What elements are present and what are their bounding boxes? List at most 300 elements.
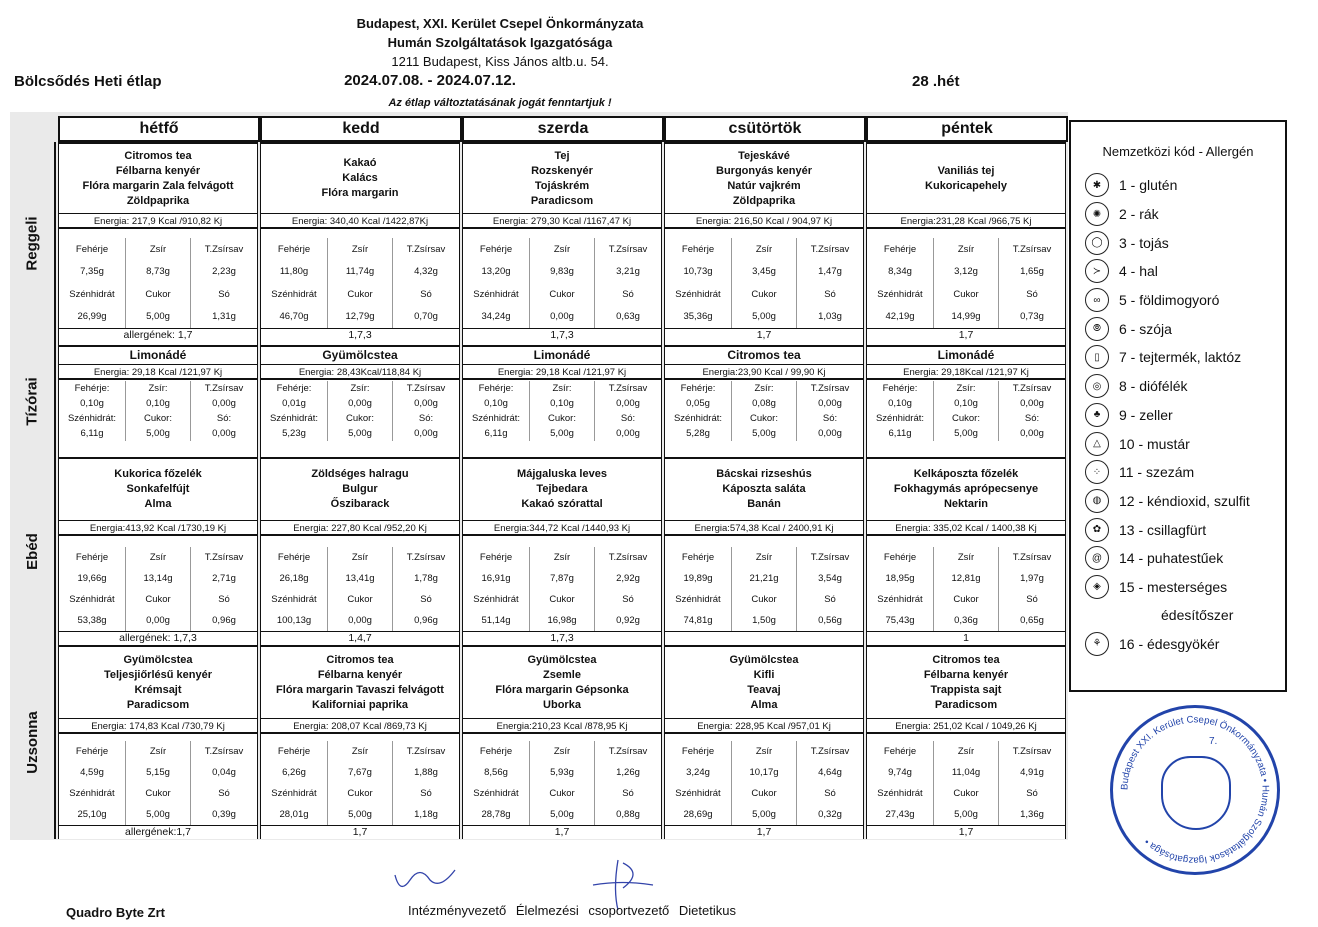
nutrient-label: Zsír xyxy=(755,243,773,255)
nutrient-label: Zsír xyxy=(957,552,975,563)
menu-item: Paradicsom xyxy=(934,698,998,711)
nutrient-value: 100,13g xyxy=(276,615,312,626)
nutrient-value: 5,15g xyxy=(146,767,170,778)
menu-item: Kakaó szórattal xyxy=(521,498,603,510)
nutrient-value: 11,04g xyxy=(951,767,981,778)
nutrient-value: 0,00g xyxy=(550,311,574,323)
nutrient-label: Só xyxy=(824,594,836,605)
nutrient-value: 0,00g xyxy=(616,428,640,439)
legend-item-10 xyxy=(1071,429,1285,458)
nutrient-label: Zsír xyxy=(957,243,975,255)
allergens: 1 xyxy=(867,631,1065,645)
nutrient-value: 0,32g xyxy=(818,809,842,820)
menu-item: Vaniliás tej xyxy=(937,164,995,177)
peanut-icon: ∞ xyxy=(1085,288,1109,312)
menu-items xyxy=(261,142,459,214)
nutrient-label: Szénhidrát xyxy=(877,594,923,605)
nutrient-value: 2,71g xyxy=(212,573,236,584)
nutrient-value: 2,23g xyxy=(212,266,236,278)
energy-value: Energia: 227,80 Kcal /952,20 Kj xyxy=(261,523,459,536)
nutrient-label: Szénhidrát: xyxy=(269,413,319,424)
egg-icon: ◯ xyxy=(1085,231,1109,255)
menu-items xyxy=(665,457,863,521)
allergens xyxy=(665,631,863,645)
day-header-4: péntek xyxy=(866,116,1068,142)
nutrient-value: 74,81g xyxy=(683,615,713,626)
menu-item: Félbarna kenyér xyxy=(923,668,1009,681)
nutrient-label: Só xyxy=(824,788,836,799)
nutrition-table xyxy=(665,238,863,328)
nutrient-label: T.Zsírsav xyxy=(406,243,446,255)
nutrient-value: 53,38g xyxy=(77,615,107,626)
nutrient-label: Szénhidrát xyxy=(69,288,115,300)
nutrition-table xyxy=(59,381,257,441)
menu-item: Fokhagymás aprópecsenye xyxy=(893,483,1039,495)
nutrient-label: Szénhidrát xyxy=(675,594,721,605)
org-line1: Budapest, XXI. Kerület Csepel Önkormányzata xyxy=(356,16,644,31)
menu-items xyxy=(665,345,863,365)
menu-item: Teavaj xyxy=(747,683,781,696)
menu-item: Limonádé xyxy=(533,348,591,362)
legend-item-14 xyxy=(1071,544,1285,573)
nutrient-label: T.Zsírsav xyxy=(204,243,244,255)
nutrient-label: Cukor: xyxy=(144,413,172,424)
menu-items xyxy=(59,645,257,719)
menu-cell xyxy=(58,645,258,839)
menu-items xyxy=(867,345,1065,365)
menu-items xyxy=(463,645,661,719)
nutrition-table xyxy=(665,741,863,825)
legend-item-12 xyxy=(1071,487,1285,516)
nutrient-label: Szénhidrát xyxy=(271,288,317,300)
nutrient-value: 0,00g xyxy=(818,398,842,409)
legend-item-16 xyxy=(1071,629,1285,658)
day-header-3: csütörtök xyxy=(664,116,866,142)
nutrient-value: 0,00g xyxy=(1020,398,1044,409)
nutrient-label: Só xyxy=(1026,788,1038,799)
nutrient-label: Cukor xyxy=(145,788,171,799)
nutrient-value: 1,97g xyxy=(1020,573,1044,584)
nutrient-value: 28,69g xyxy=(683,809,713,820)
legend-text: 9 - zeller xyxy=(1119,406,1173,423)
legend-item-1 xyxy=(1071,171,1285,200)
nutrient-label: Fehérje xyxy=(75,552,109,563)
nutrient-label: T.Zsírsav xyxy=(204,746,244,757)
nutrition-table xyxy=(463,238,661,328)
nutrient-label: Szénhidrát xyxy=(675,288,721,300)
menu-item: Flóra margarin Gépsonka xyxy=(495,683,629,696)
nutrient-label: Zsír xyxy=(755,552,773,563)
menu-items xyxy=(463,142,661,214)
nutrient-value: 1,65g xyxy=(1020,266,1044,278)
nutrient-label: Só: xyxy=(822,413,838,424)
nutrient-label: Zsír: xyxy=(552,383,572,394)
allergen-legend xyxy=(1069,120,1287,692)
nutrient-value: 0,00g xyxy=(414,428,438,439)
legend-item-6 xyxy=(1071,314,1285,343)
nutrient-value: 6,11g xyxy=(80,428,104,439)
nutrient-label: T.Zsírsav xyxy=(406,383,446,394)
nutrient-label: Fehérje xyxy=(277,243,311,255)
nutrient-label: T.Zsírsav xyxy=(204,552,244,563)
nutrient-value: 35,36g xyxy=(683,311,713,323)
menu-item: Gyümölcstea xyxy=(527,653,597,666)
nutrient-label: Cukor xyxy=(953,788,979,799)
nutrient-label: Cukor xyxy=(347,788,373,799)
nutrient-label: Fehérje xyxy=(479,746,513,757)
menu-cell xyxy=(866,142,1066,345)
nutrient-value: 13,41g xyxy=(345,573,375,584)
menu-cell xyxy=(462,457,662,645)
menu-item: Banán xyxy=(747,498,781,510)
nutrient-label: Fehérje xyxy=(883,552,917,563)
nutrient-label: T.Zsírsav xyxy=(1012,552,1052,563)
energy-value: Energia: 28,43Kcal/118,84 Kj xyxy=(261,367,459,380)
week-number: 28 .hét xyxy=(912,73,960,90)
menu-cell xyxy=(866,345,1066,457)
nutrient-label: Cukor xyxy=(751,594,777,605)
nutrient-value: 0,00g xyxy=(348,398,372,409)
menu-items xyxy=(463,457,661,521)
menu-item: Uborka xyxy=(543,698,581,711)
nutrient-label: Só xyxy=(622,288,634,300)
menu-items xyxy=(665,142,863,214)
nutrient-label: Só: xyxy=(620,413,636,424)
menu-item: Paradicsom xyxy=(530,194,594,207)
menu-cell xyxy=(260,457,460,645)
nutrient-value: 28,01g xyxy=(279,809,309,820)
energy-value: Energia: 208,07 Kcal /869,73 Kj xyxy=(261,721,459,734)
menu-item: Paradicsom xyxy=(126,698,190,711)
nutrient-value: 13,14g xyxy=(143,573,173,584)
legend-text: 6 - szója xyxy=(1119,320,1172,337)
menu-item: Limonádé xyxy=(937,348,995,362)
nutrient-label: Fehérje xyxy=(277,746,311,757)
menu-item: Zöldséges halragu xyxy=(311,468,409,480)
nutrition-table xyxy=(261,547,459,631)
nutrient-label: Zsír: xyxy=(148,383,168,394)
nutrient-value: 18,95g xyxy=(885,573,915,584)
nutrient-value: 5,93g xyxy=(550,767,574,778)
nutrient-label: Cukor xyxy=(953,594,979,605)
nutrient-label: Zsír xyxy=(957,746,975,757)
nutrient-label: Só xyxy=(420,594,432,605)
meal-name: Uzsonna xyxy=(23,710,41,774)
menu-item: Natúr vajkrém xyxy=(727,179,801,192)
meal-label-2 xyxy=(10,457,56,645)
menu-cell xyxy=(260,645,460,839)
nutrient-value: 3,24g xyxy=(686,767,710,778)
menu-items xyxy=(59,345,257,365)
nutrient-value: 0,36g xyxy=(954,615,978,626)
nutrient-label: Zsír: xyxy=(956,383,976,394)
legend-text: 2 - rák xyxy=(1119,206,1159,223)
nutrient-label: Szénhidrát: xyxy=(471,413,521,424)
nutrient-label: Só xyxy=(218,594,230,605)
meal-name: Tízórai xyxy=(23,376,41,426)
menu-cell xyxy=(260,142,460,345)
legend-item-5 xyxy=(1071,286,1285,315)
coat-of-arms-icon xyxy=(1161,756,1231,830)
energy-value: Energia: 29,18 Kcal /121,97 Kj xyxy=(59,367,257,380)
soy-icon: ⦾ xyxy=(1085,317,1109,341)
nutrient-value: 7,87g xyxy=(550,573,574,584)
menu-items xyxy=(867,645,1065,719)
nutrition-table xyxy=(261,381,459,441)
menu-item: Bácskai rizseshús xyxy=(716,468,812,480)
menu-item: Citromos tea xyxy=(124,149,192,162)
nutrition-table xyxy=(867,381,1065,441)
nutrient-label: T.Zsírsav xyxy=(204,383,244,394)
menu-item: Zsemle xyxy=(543,668,581,681)
menu-items xyxy=(867,457,1065,521)
nutrient-value: 5,00g xyxy=(752,428,776,439)
legend-item-9 xyxy=(1071,401,1285,430)
nutrient-value: 10,73g xyxy=(683,266,713,278)
nutrient-label: Cukor: xyxy=(952,413,980,424)
energy-value: Energia: 251,02 Kcal / 1049,26 Kj xyxy=(867,721,1065,734)
nutrient-value: 0,96g xyxy=(414,615,438,626)
nutrient-value: 0,10g xyxy=(888,398,912,409)
nutrient-label: T.Zsírsav xyxy=(810,746,850,757)
nutrient-value: 28,78g xyxy=(481,809,511,820)
nutrient-label: Zsír: xyxy=(350,383,370,394)
menu-item: Kukorica főzelék xyxy=(114,468,202,480)
nutrient-value: 5,00g xyxy=(348,428,372,439)
menu-item: Zöldpaprika xyxy=(126,194,190,207)
nutrient-value: 0,73g xyxy=(1020,311,1044,323)
nutrient-label: Só xyxy=(1026,594,1038,605)
allergens: 1,7,3 xyxy=(463,631,661,645)
nutrition-table xyxy=(463,381,661,441)
nutrient-label: T.Zsírsav xyxy=(1012,746,1052,757)
allergens: allergének:1,7 xyxy=(59,825,257,839)
allergens: allergének: 1,7,3 xyxy=(59,631,257,645)
nutrient-value: 75,43g xyxy=(885,615,915,626)
nutrient-label: Só xyxy=(218,788,230,799)
nutrient-label: Só xyxy=(622,594,634,605)
energy-value: Energia:344,72 Kcal /1440,93 Kj xyxy=(463,523,661,536)
nutrient-value: 0,08g xyxy=(752,398,776,409)
nutrient-value: 19,89g xyxy=(683,573,713,584)
menu-item: Tejbedara xyxy=(536,483,588,495)
nutrient-label: Szénhidrát xyxy=(877,788,923,799)
legend-item-15-cont: édesítőszer xyxy=(1161,607,1234,624)
official-stamp xyxy=(1110,705,1280,875)
day-header-2: szerda xyxy=(462,116,664,142)
nutrient-label: Fehérje xyxy=(883,243,917,255)
allergens: 1,4,7 xyxy=(261,631,459,645)
nutrient-label: T.Zsírsav xyxy=(406,552,446,563)
nutrient-value: 0,92g xyxy=(616,615,640,626)
allergens: 1,7 xyxy=(261,825,459,839)
nutrient-label: Cukor xyxy=(549,288,575,300)
menu-item: Burgonyás kenyér xyxy=(716,164,812,177)
nutrient-label: Szénhidrát xyxy=(877,288,923,300)
nutrition-table xyxy=(867,741,1065,825)
nutrient-value: 5,00g xyxy=(550,428,574,439)
menu-item: Őszibarack xyxy=(330,498,390,510)
menu-item: Limonádé xyxy=(129,348,187,362)
menu-cell xyxy=(664,457,864,645)
nutrient-label: Szénhidrát xyxy=(271,788,317,799)
nutrient-label: Zsír xyxy=(351,746,369,757)
nutrient-label: Zsír xyxy=(149,552,167,563)
menu-item: Citromos tea xyxy=(326,653,394,666)
meal-name: Reggeli xyxy=(23,216,41,271)
nutrient-value: 16,98g xyxy=(547,615,577,626)
menu-item: Gyümölcstea xyxy=(123,653,193,666)
menu-item: Alma xyxy=(750,698,778,711)
menu-item: Citromos tea xyxy=(727,348,801,362)
nutrient-value: 5,23g xyxy=(282,428,306,439)
nutrition-table xyxy=(665,381,863,441)
nutrient-value: 6,11g xyxy=(888,428,912,439)
nutrient-value: 0,88g xyxy=(616,809,640,820)
nutrient-label: Szénhidrát xyxy=(473,594,519,605)
legend-title: Nemzetközi kód - Allergén xyxy=(1102,144,1254,159)
nutrition-table xyxy=(261,741,459,825)
nutrient-value: 26,99g xyxy=(77,311,107,323)
menu-item: Kalács xyxy=(342,172,378,184)
nutrient-label: Zsír xyxy=(553,552,571,563)
nutrient-value: 8,34g xyxy=(888,266,912,278)
allergens: 1,7 xyxy=(665,825,863,839)
nutrient-value: 0,00g xyxy=(348,615,372,626)
meal-label-3 xyxy=(10,645,56,839)
menu-items xyxy=(261,345,459,365)
sweetener-icon: ◈ xyxy=(1085,575,1109,599)
nutrition-table xyxy=(665,547,863,631)
nutrient-value: 0,63g xyxy=(616,311,640,323)
menu-items xyxy=(59,457,257,521)
nutrient-label: Zsír: xyxy=(754,383,774,394)
allergens: allergének: 1,7 xyxy=(59,328,257,345)
nutrient-value: 0,10g xyxy=(80,398,104,409)
nutrient-label: Cukor xyxy=(549,788,575,799)
nutrient-value: 5,00g xyxy=(146,311,170,323)
nutrient-value: 12,79g xyxy=(345,311,375,323)
nutrient-label: Fehérje xyxy=(681,746,715,757)
meal-label-0 xyxy=(10,142,56,345)
legend-item-8 xyxy=(1071,372,1285,401)
menu-items xyxy=(867,142,1065,214)
address: 1211 Budapest, Kiss János altb.u. 54. xyxy=(391,54,609,69)
nutrient-label: T.Zsírsav xyxy=(608,746,648,757)
menu-item: Rozskenyér xyxy=(531,164,593,177)
nutrient-label: Szénhidrát xyxy=(473,788,519,799)
menu-item: Káposzta saláta xyxy=(722,483,806,495)
nutrient-label: Fehérje xyxy=(277,552,311,563)
menu-item: Gyümölcstea xyxy=(729,653,799,666)
allergens: 1,7 xyxy=(867,825,1065,839)
menu-item: Májgaluska leves xyxy=(517,468,607,480)
nutrient-value: 1,88g xyxy=(414,767,438,778)
nutrient-label: Cukor: xyxy=(346,413,374,424)
nutrient-value: 5,00g xyxy=(752,809,776,820)
nutrient-value: 5,00g xyxy=(752,311,776,323)
nutrient-value: 51,14g xyxy=(481,615,511,626)
nutrient-value: 1,50g xyxy=(752,615,776,626)
nutrient-value: 8,56g xyxy=(484,767,508,778)
nutrient-value: 46,70g xyxy=(279,311,309,323)
day-header-1: kedd xyxy=(260,116,462,142)
date-range: 2024.07.08. - 2024.07.12. xyxy=(344,72,516,89)
nutrient-label: Szénhidrát: xyxy=(875,413,925,424)
company-name: Quadro Byte Zrt xyxy=(66,905,165,920)
menu-item: Tejeskávé xyxy=(738,149,790,162)
menu-cell xyxy=(664,345,864,457)
legend-item-13 xyxy=(1071,515,1285,544)
nutrient-value: 0,00g xyxy=(212,428,236,439)
menu-items xyxy=(665,645,863,719)
nutrient-value: 1,78g xyxy=(414,573,438,584)
nutrient-value: 0,10g xyxy=(146,398,170,409)
nutrient-value: 3,45g xyxy=(752,266,776,278)
nutrient-label: Fehérje: xyxy=(276,383,312,394)
allergens: 1,7 xyxy=(463,825,661,839)
nutrient-value: 0,00g xyxy=(146,615,170,626)
meal-label-1 xyxy=(10,345,56,457)
nut-icon: ◎ xyxy=(1085,374,1109,398)
menu-item: Citromos tea xyxy=(932,653,1000,666)
nutrient-value: 1,26g xyxy=(616,767,640,778)
energy-value: Energia:231,28 Kcal /966,75 Kj xyxy=(867,216,1065,229)
menu-item: Flóra margarin xyxy=(321,187,399,199)
legend-item-7 xyxy=(1071,343,1285,372)
legend-text: 8 - diófélék xyxy=(1119,378,1188,395)
menu-item: Kelkáposzta főzelék xyxy=(913,468,1019,480)
nutrient-label: Só xyxy=(218,288,230,300)
menu-item: Kukoricapehely xyxy=(925,179,1007,192)
nutrient-value: 0,96g xyxy=(212,615,236,626)
nutrient-label: Szénhidrát xyxy=(69,788,115,799)
nutrient-label: Szénhidrát xyxy=(271,594,317,605)
nutrient-label: T.Zsírsav xyxy=(810,383,850,394)
nutrient-value: 3,21g xyxy=(616,266,640,278)
energy-value: Energia:413,92 Kcal /1730,19 Kj xyxy=(59,523,257,536)
nutrient-value: 3,12g xyxy=(954,266,978,278)
sulfite-icon: ◍ xyxy=(1085,489,1109,513)
nutrient-label: Zsír xyxy=(351,243,369,255)
nutrient-value: 0,05g xyxy=(686,398,710,409)
nutrient-label: Fehérje: xyxy=(680,383,716,394)
nutrient-value: 5,28g xyxy=(686,428,710,439)
nutrient-label: Cukor xyxy=(751,788,777,799)
menu-items xyxy=(261,645,459,719)
milk-icon: ▯ xyxy=(1085,345,1109,369)
nutrient-value: 1,31g xyxy=(212,311,236,323)
menu-cell xyxy=(260,345,460,457)
menu-cell xyxy=(866,457,1066,645)
allergens: 1,7 xyxy=(665,328,863,345)
nutrient-label: Cukor xyxy=(145,288,171,300)
celery-icon: ♣ xyxy=(1085,403,1109,427)
nutrient-label: Só xyxy=(420,788,432,799)
legend-text: 12 - kéndioxid, szulfit xyxy=(1119,492,1250,509)
menu-cell xyxy=(58,457,258,645)
nutrient-label: Zsír xyxy=(755,746,773,757)
nutrient-value: 7,35g xyxy=(80,266,104,278)
menu-grid xyxy=(10,112,1068,840)
menu-item: Sonkafelfújt xyxy=(126,483,190,495)
nutrition-table xyxy=(463,547,661,631)
nutrient-value: 0,00g xyxy=(818,428,842,439)
legend-text: 1 - glutén xyxy=(1119,177,1178,194)
nutrient-label: Só: xyxy=(216,413,232,424)
nutrient-value: 14,99g xyxy=(951,311,981,323)
nutrient-value: 0,10g xyxy=(550,398,574,409)
